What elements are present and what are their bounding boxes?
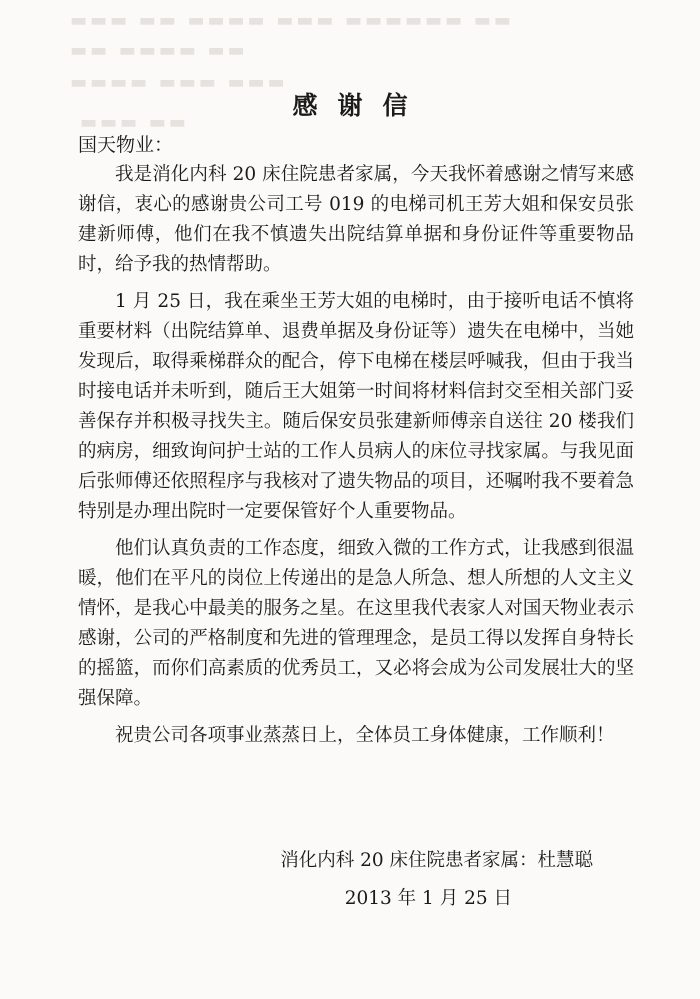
letter-paragraph: 他们认真负责的工作态度，细致入微的工作方式，让我感到很温暖，他们在平凡的岗位上传递出的是急人所急、想人所想的人文主义情怀，是我心中最美的服务之星。在这里我代表家人对国天物业表示感谢，公司的严格制度和先进的管理理念，是员工得以发挥自身特长的摇篮，而你们高素质的优秀员工，又必将会成为公司发展壮大的坚强保障。 (78, 538, 634, 709)
bleed-through-mark: ▬▬▬ ▬▬ ▬▬▬▬ ▬▬▬ ▬▬▬▬▬▬ ▬▬ (70, 10, 514, 31)
bleed-through-mark: ▬▬▬ ▬▬ (80, 112, 189, 133)
letter-signature: 消化内科 20 床住院患者家属：杜慧聪 (280, 850, 593, 871)
letter-salutation: 国天物业： (78, 134, 174, 156)
letter-title: 感谢信 (292, 91, 428, 120)
letter-paragraph: 1 月 25 日，我在乘坐王芳大姐的电梯时，由于接听电话不慎将重要材料（出院结算单、退费单据及身份证等）遗失在电梯中，当她发现后，取得乘梯群众的配合，停下电梯在楼层呼喊我，但由于我当时接电话并未听到，随后王大姐第一时间将材料信封交至相关部门妥善保存并积极寻找失主。随后保安员张建新师傅亲自送往 20 楼我们的病房，细致询问护士站的工作人员病人的床位寻找家属。与我见面后张师傅还依照程序与我核对了遗失物品的项目，还嘱咐我不要着急特别是办理出院时一定要保管好个人重要物品。 (78, 291, 634, 522)
letter-closing: 祝贵公司各项事业蒸蒸日上，全体员工身体健康，工作顺利！ (115, 725, 615, 746)
letter-date: 2013 年 1 月 25 日 (344, 888, 512, 909)
bleed-through-mark: ▬▬▬▬ ▬▬▬ ▬▬▬ (70, 72, 288, 93)
bleed-through-mark: ▬▬ ▬▬▬▬ ▬▬ (70, 40, 248, 61)
letter-body (78, 160, 634, 751)
letter-paragraph: 我是消化内科 20 床住院患者家属，今天我怀着感谢之情写来感谢信，衷心的感谢贵公司工号 019 的电梯司机王芳大姐和保安员张建新师傅，他们在我不慎遗失出院结算单据和身份证件等重要物品时，给予我的热情帮助。 (78, 164, 634, 275)
